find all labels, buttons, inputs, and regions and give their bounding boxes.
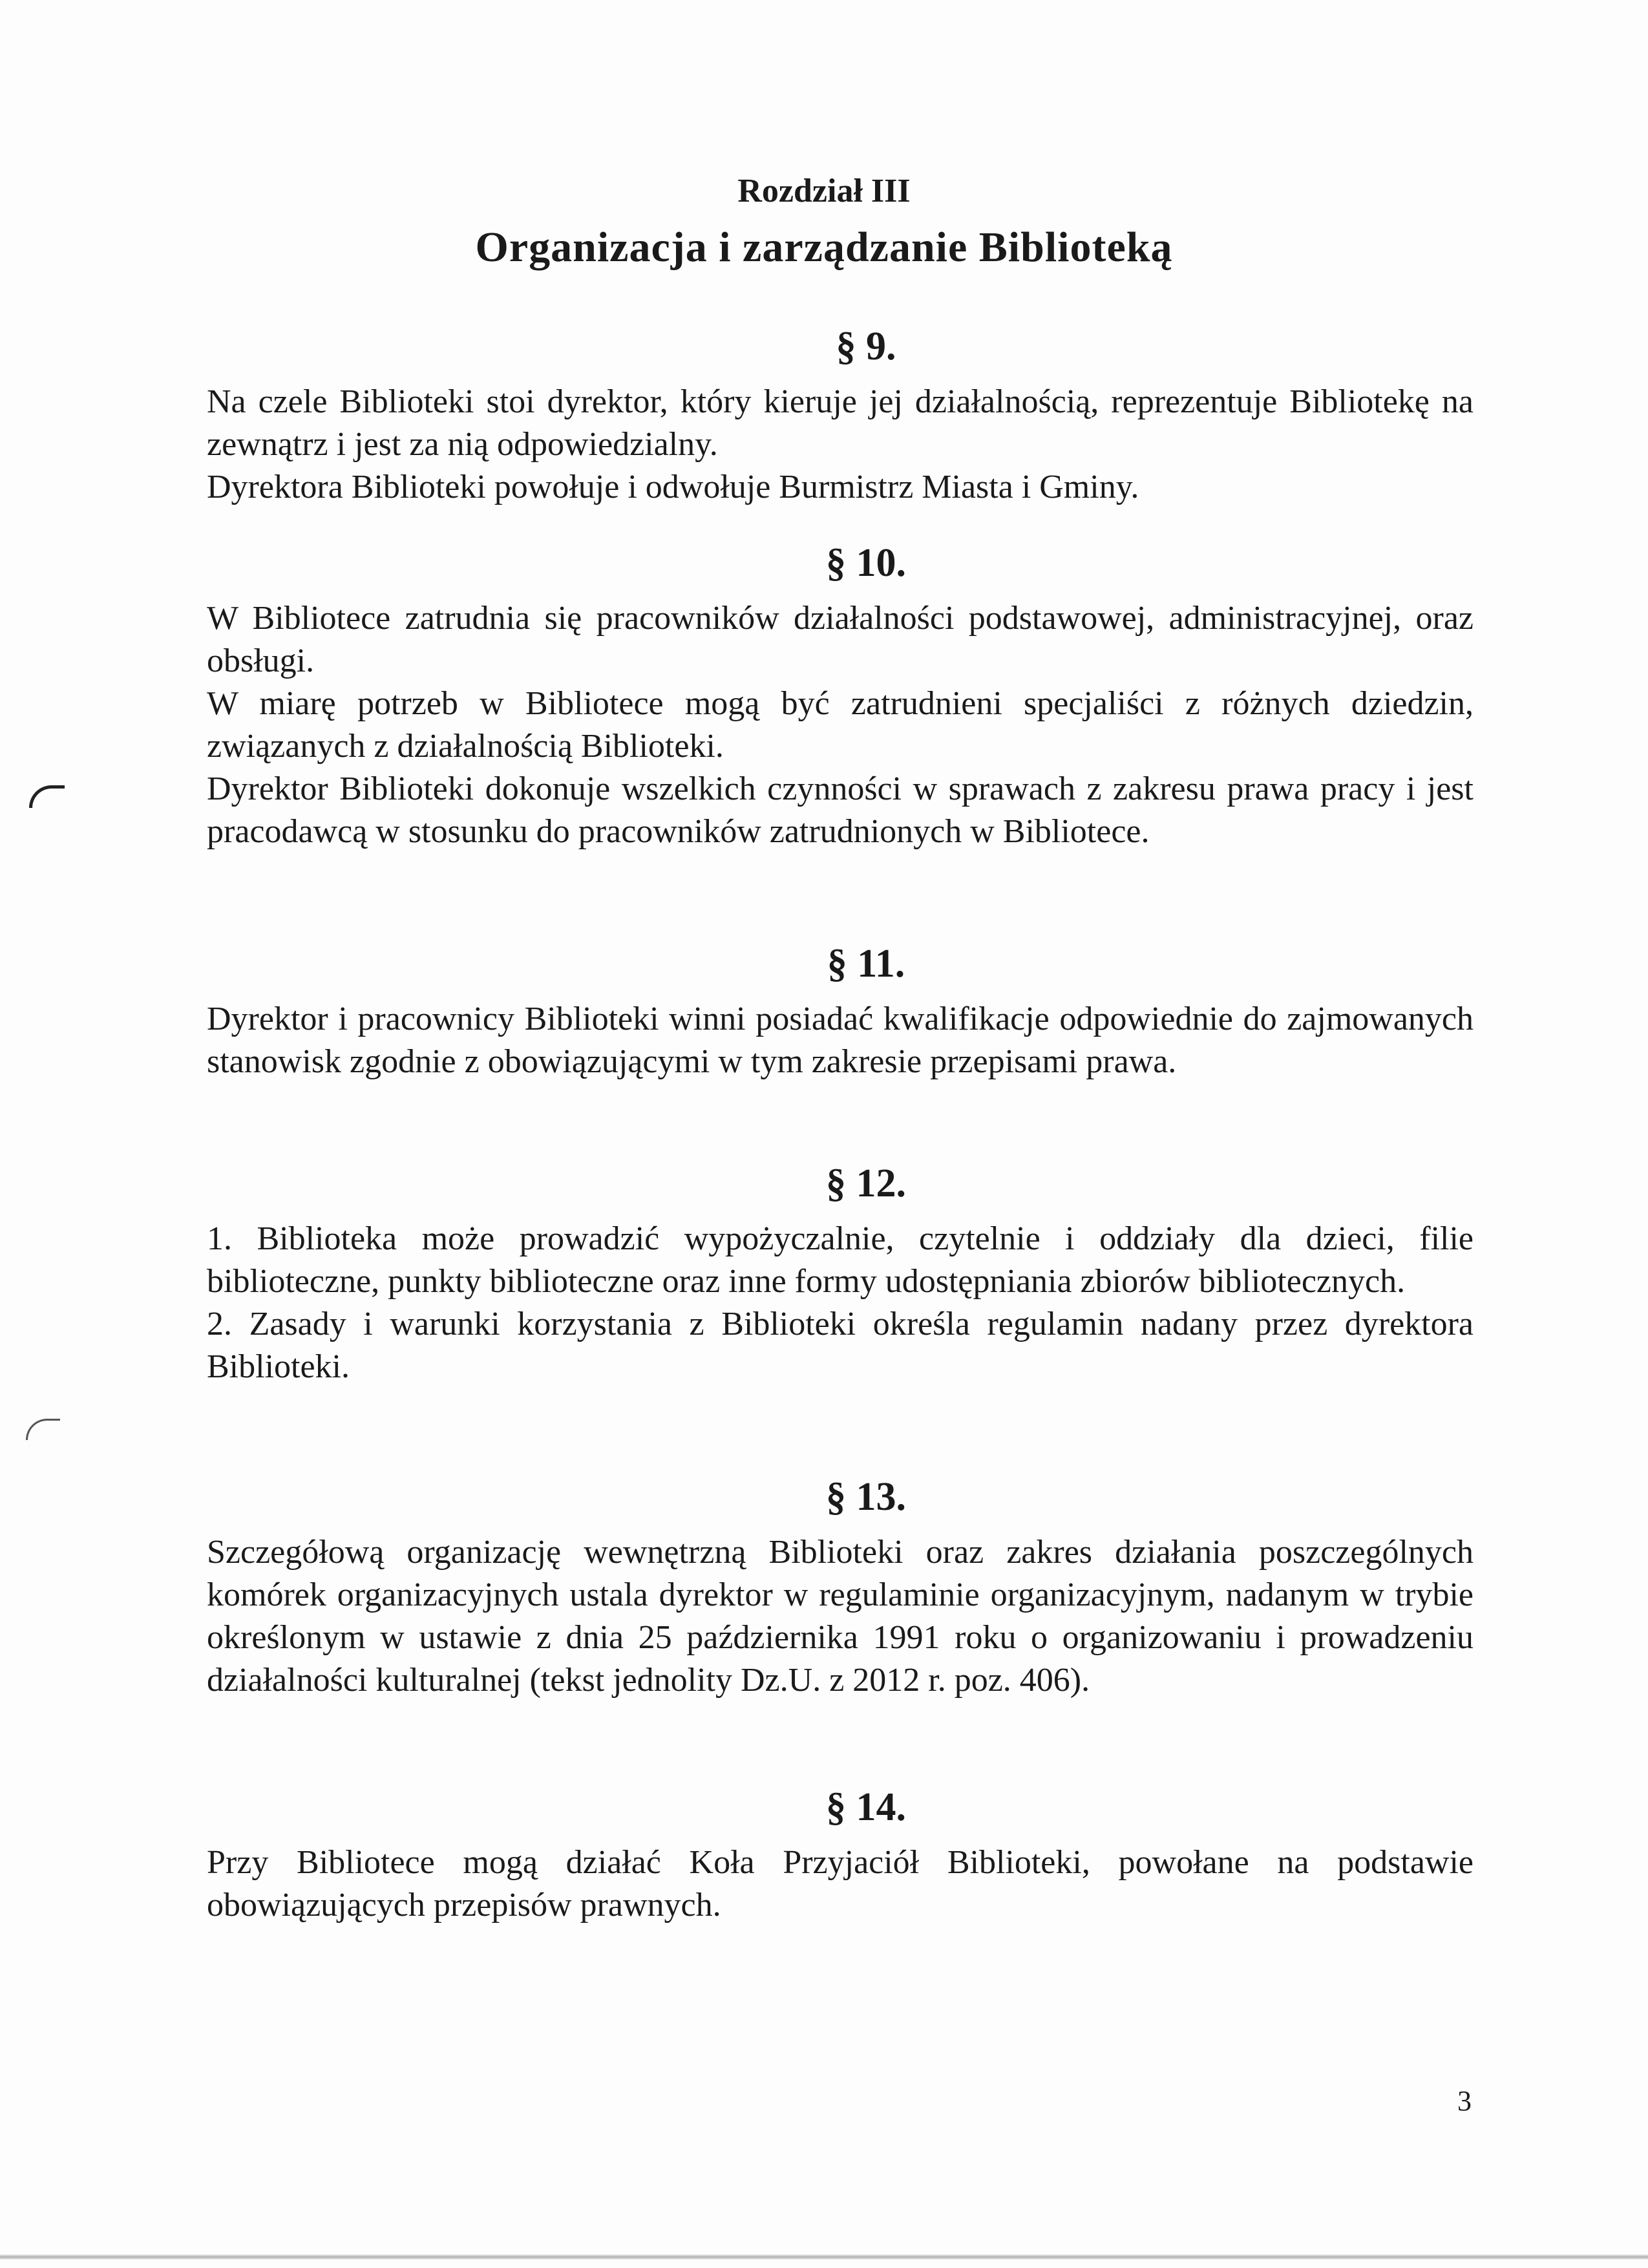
- paragraph: Dyrektor Biblioteki dokonuje wszelkich czynności w sprawach z zakresu prawa pracy i jest pracodawcą w stosunku do pracowników zatrudnionych w Bibliotece.: [207, 770, 1474, 850]
- section-heading: § 11.: [827, 942, 905, 986]
- paragraph: Na czele Biblioteki stoi dyrektor, który kieruje jej działalnością, reprezentuje Bibliotekę na zewnątrz i jest za nią odpowiedzialny.: [207, 383, 1474, 463]
- paragraph: W Bibliotece zatrudnia się pracowników działalności podstawowej, administracyjnej, oraz obsługi.: [207, 600, 1474, 679]
- section-13: [207, 1477, 1474, 1702]
- section-14: [207, 1787, 1474, 1927]
- section-11: [207, 944, 1474, 1083]
- section-heading: § 13.: [826, 1475, 906, 1519]
- section-body: [207, 998, 1474, 1083]
- paragraph: 1. Biblioteka może prowadzić wypożyczalnie, czytelnie i oddziały dla dzieci, filie biblioteczne, punkty biblioteczne oraz inne formy udostępniania zbiorów bibliotecznych.: [207, 1220, 1474, 1300]
- scan-bottom-edge: [0, 2254, 1648, 2260]
- punch-hole-mark: [26, 1419, 60, 1440]
- paragraph: W miarę potrzeb w Bibliotece mogą być zatrudnieni specjaliści z różnych dziedzin, związanych z działalnością Biblioteki.: [207, 685, 1474, 765]
- paragraph: 2. Zasady i warunki korzystania z Biblioteki określa regulamin nadany przez dyrektora Biblioteki.: [207, 1306, 1474, 1385]
- chapter-title: Organizacja i zarządzanie Biblioteką: [475, 224, 1173, 271]
- section-body: [207, 1841, 1474, 1927]
- punch-hole-mark: [29, 785, 65, 808]
- section-12: [207, 1163, 1474, 1388]
- section-10: [207, 543, 1474, 853]
- paragraph: Przy Bibliotece mogą działać Koła Przyjaciół Biblioteki, powołane na podstawie obowiązujących przepisów prawnych.: [207, 1844, 1474, 1924]
- section-body: [207, 1218, 1474, 1388]
- section-body: [207, 1531, 1474, 1702]
- section-heading: § 14.: [826, 1785, 906, 1829]
- section-heading: § 9.: [836, 324, 896, 368]
- paragraph: Dyrektor i pracownicy Biblioteki winni posiadać kwalifikacje odpowiednie do zajmowanych stanowisk zgodnie z obowiązującymi w tym zakresie przepisami prawa.: [207, 1001, 1474, 1080]
- section-9: [207, 326, 1474, 509]
- paragraph: Dyrektora Biblioteki powołuje i odwołuje Burmistrz Miasta i Gminy.: [207, 469, 1139, 505]
- section-heading: § 10.: [826, 541, 906, 585]
- section-heading: § 12.: [826, 1161, 906, 1205]
- page-number: 3: [1457, 2085, 1472, 2117]
- chapter-label: Rozdział III: [737, 173, 911, 209]
- paragraph: Szczegółową organizację wewnętrzną Biblioteki oraz zakres działania poszczególnych komórek organizacyjnych ustala dyrektor w regulaminie organizacyjnym, nadanym w trybie określonym w ustawie z dnia 25 października 1991 roku o organizowaniu i prowadzeniu działalności kulturalnej (tekst jednolity Dz.U. z 2012 r. poz. 406).: [207, 1534, 1474, 1699]
- section-body: [207, 381, 1474, 509]
- section-body: [207, 597, 1474, 853]
